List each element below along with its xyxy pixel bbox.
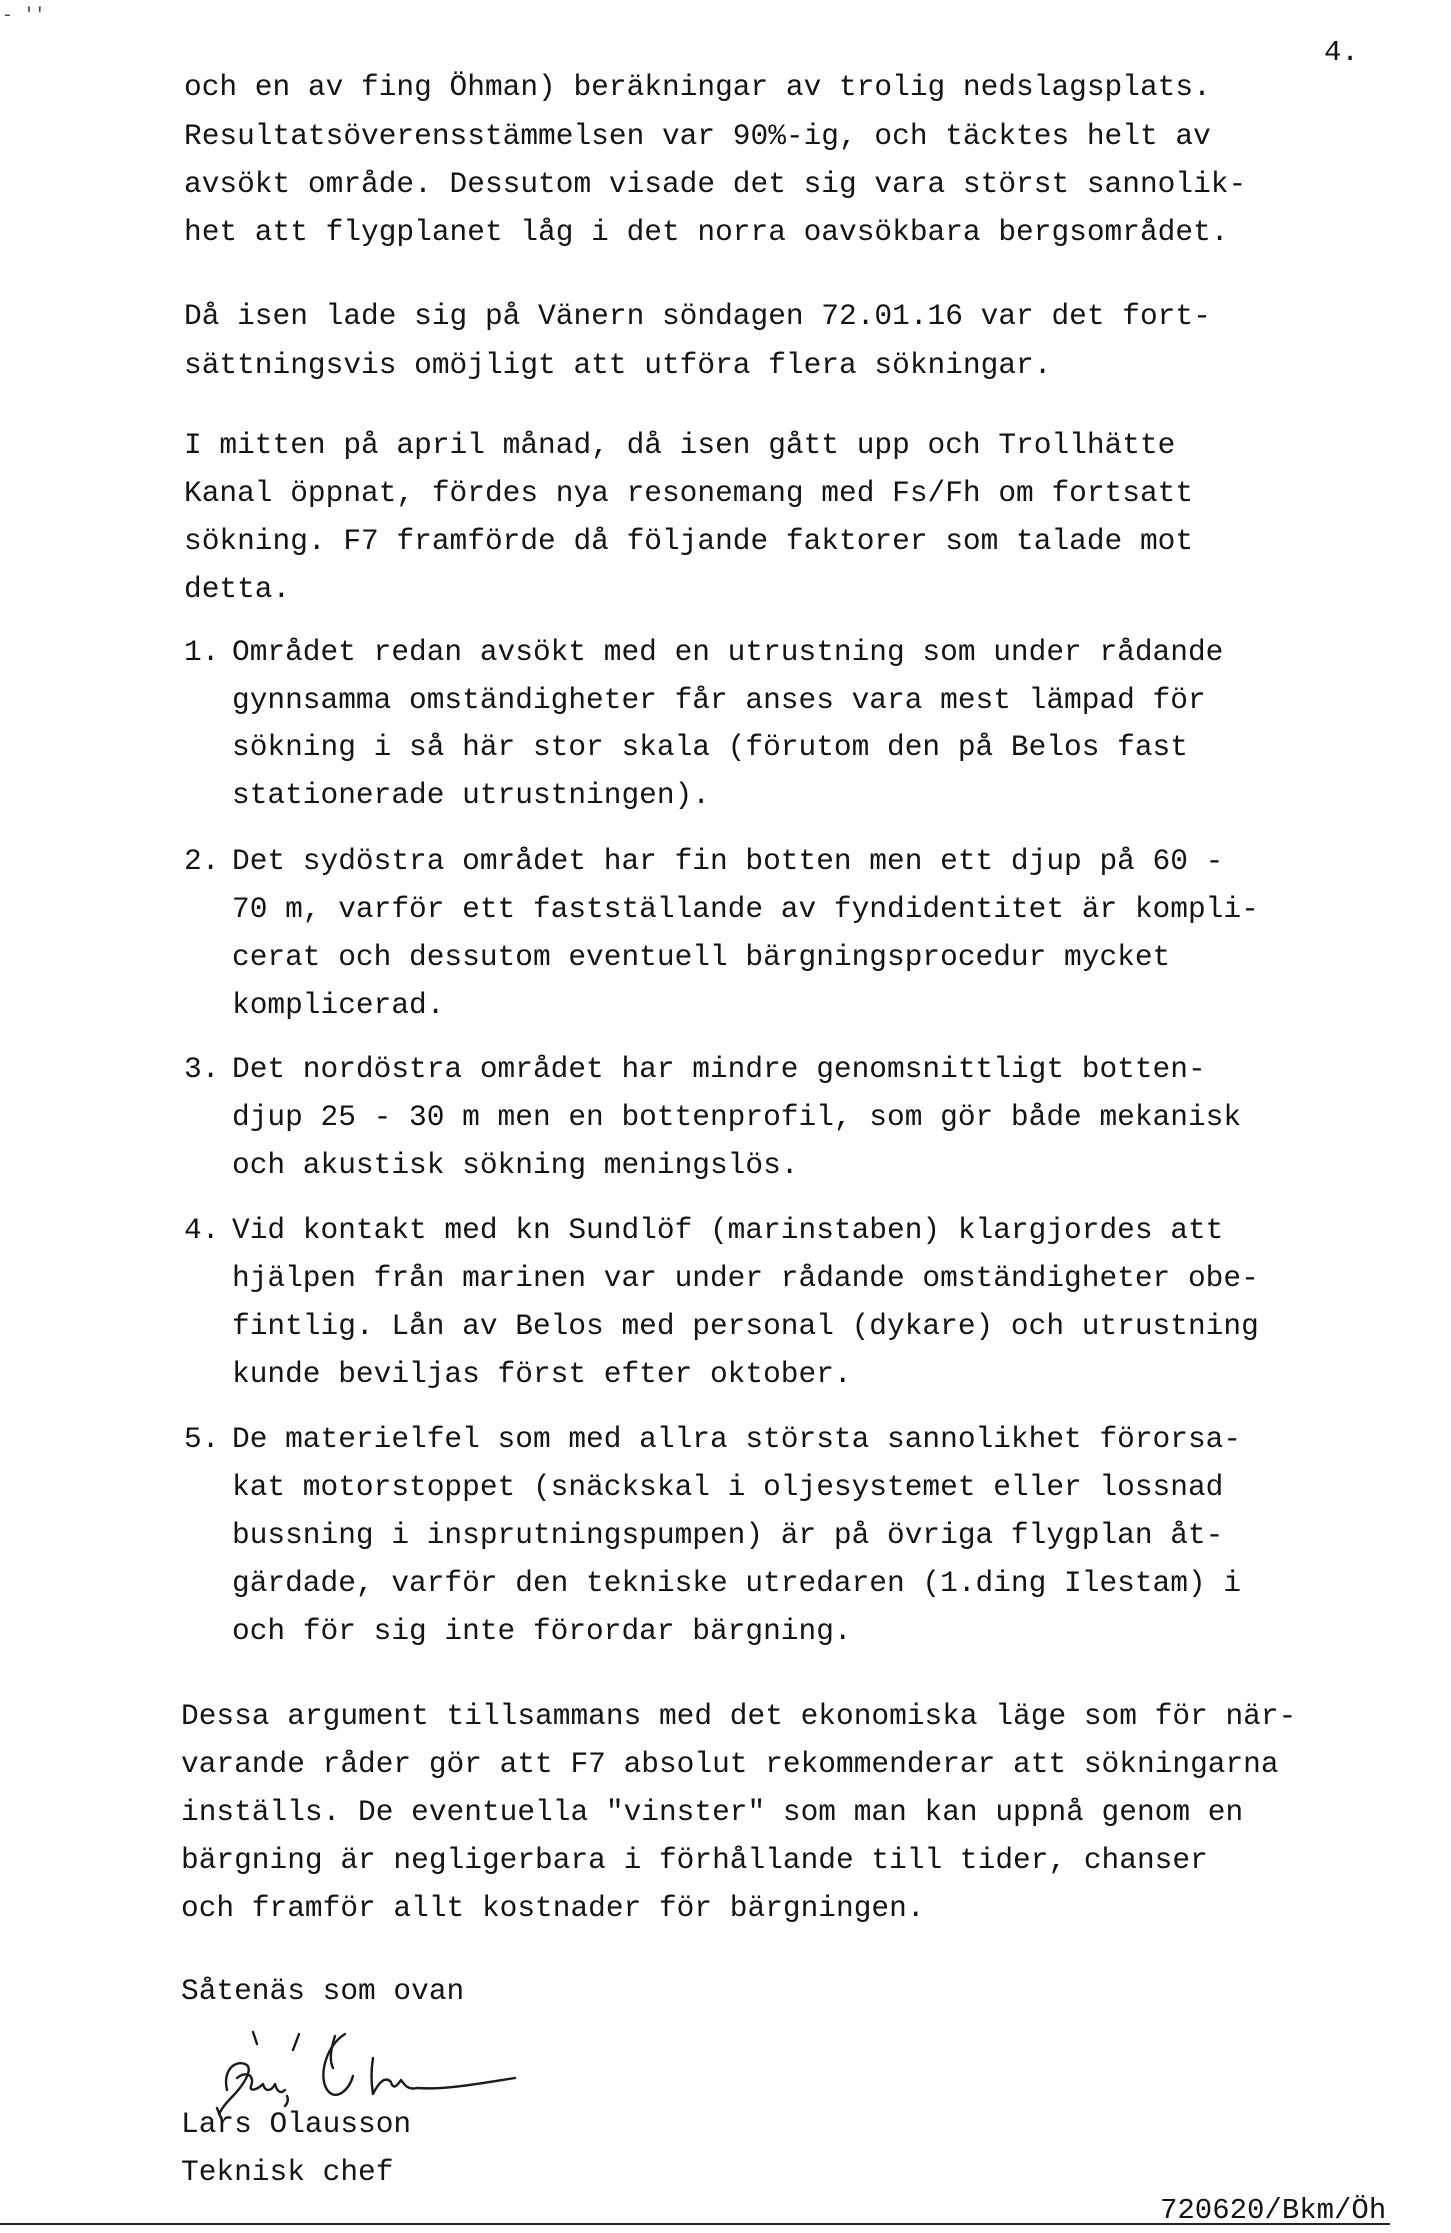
text-line: avsökt område. Dessutom visade det sig vara störst sannolik- (184, 167, 1247, 201)
text-line: sökning. F7 framförde då följande faktorer som talade mot (184, 524, 1194, 558)
text-line: I mitten på april månad, då isen gått upp och Trollhätte (184, 428, 1176, 462)
text-line: cerat och dessutom eventuell bärgningsprocedur mycket (232, 940, 1171, 974)
text-line: kunde beviljas först efter oktober. (232, 1357, 852, 1391)
text-line: Det sydöstra området har fin botten men ett djup på 60 - (232, 844, 1224, 878)
text-line: Området redan avsökt med en utrustning som under rådande (232, 635, 1224, 669)
text-line: bärgning är negligerbara i förhållande till tider, chanser (181, 1843, 1208, 1877)
text-line: gynnsamma omständigheter får anses vara mest lämpad för (232, 683, 1206, 717)
list-item-number: 3. (184, 1052, 220, 1086)
text-line: sökning i så här stor skala (förutom den på Belos fast (232, 730, 1188, 764)
text-line: detta. (184, 572, 291, 606)
signatory-title: Teknisk chef (181, 2155, 394, 2189)
list-item-number: 2. (184, 844, 220, 878)
list-item-number: 5. (184, 1422, 220, 1456)
page-number: 4. (1324, 36, 1359, 69)
text-line: Dessa argument tillsammans med det ekonomiska läge som för när- (181, 1699, 1297, 1733)
text-line: komplicerad. (232, 988, 445, 1022)
text-line: 70 m, varför ett fastställande av fyndidentitet är kompli- (232, 892, 1259, 926)
bottom-divider (0, 2223, 1390, 2225)
reference-code: 720620/Bkm/Öh (1160, 2194, 1387, 2227)
text-line: Vid kontakt med kn Sundlöf (marinstaben) klargjordes att (232, 1213, 1224, 1247)
text-line: varande råder gör att F7 absolut rekommenderar att sökningarna (181, 1747, 1279, 1781)
text-line: stationerade utrustningen). (232, 778, 710, 812)
list-item-number: 4. (184, 1213, 220, 1247)
text-line: het att flygplanet låg i det norra oavsökbara bergsområdet. (184, 215, 1229, 249)
text-line: fintlig. Lån av Belos med personal (dykare) och utrustning (232, 1309, 1259, 1343)
text-line: sättningsvis omöjligt att utföra flera sökningar. (184, 348, 1052, 382)
text-line: kat motorstoppet (snäckskal i oljesystemet eller lossnad (232, 1470, 1224, 1504)
text-line: och en av fing Öhman) beräkningar av trolig nedslagsplats. (184, 70, 1211, 104)
place-date-line: Såtenäs som ovan (181, 1974, 465, 2008)
text-line: Resultatsöverensstämmelsen var 90%-ig, och täcktes helt av (184, 119, 1211, 153)
text-line: Kanal öppnat, fördes nya resonemang med Fs/Fh om fortsatt (184, 476, 1194, 510)
corner-mark: - '' (2, 6, 46, 26)
handwritten-signature-icon (195, 2020, 535, 2120)
text-line: hjälpen från marinen var under rådande omständigheter obe- (232, 1261, 1259, 1295)
text-line: inställs. De eventuella "vinster" som man kan uppnå genom en (181, 1795, 1244, 1829)
list-item-number: 1. (184, 635, 220, 669)
text-line: De materielfel som med allra största sannolikhet förorsa- (232, 1422, 1242, 1456)
text-line: Då isen lade sig på Vänern söndagen 72.01.16 var det fort- (184, 299, 1211, 333)
text-line: djup 25 - 30 m men en bottenprofil, som gör både mekanisk (232, 1100, 1242, 1134)
text-line: gärdade, varför den tekniske utredaren (1.ding Ilestam) i (232, 1566, 1242, 1600)
text-line: och framför allt kostnader för bärgningen. (181, 1891, 925, 1925)
text-line: och för sig inte förordar bärgning. (232, 1614, 852, 1648)
signatory-name: Lars Olausson (181, 2107, 412, 2141)
text-line: Det nordöstra området har mindre genomsnittligt botten- (232, 1052, 1206, 1086)
text-line: bussning i insprutningspumpen) är på övriga flygplan åt- (232, 1518, 1224, 1552)
text-line: och akustisk sökning meningslös. (232, 1148, 799, 1182)
